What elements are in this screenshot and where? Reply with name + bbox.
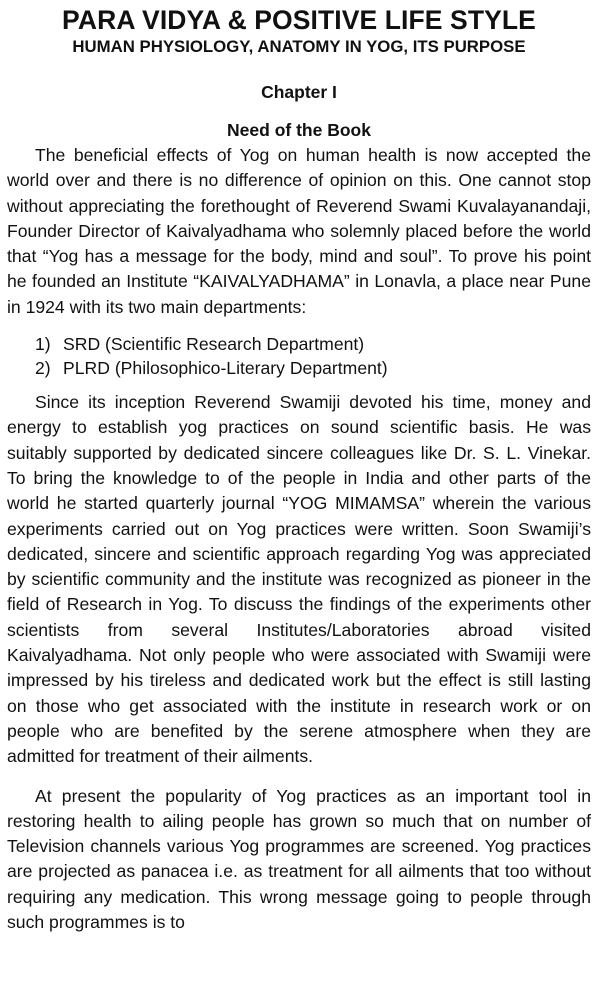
list-item-text: PLRD (Philosophico-Literary Department) bbox=[63, 358, 388, 379]
list-item bbox=[35, 356, 591, 380]
list-item-number: 2) bbox=[35, 358, 51, 379]
list-item-text: SRD (Scientific Research Department) bbox=[63, 334, 365, 355]
book-title: PARA VIDYA & POSITIVE LIFE STYLE bbox=[62, 5, 536, 35]
departments-list bbox=[7, 332, 591, 380]
chapter-label: Chapter I bbox=[261, 82, 337, 102]
body-paragraph: At present the popularity of Yog practices as an important tool in restoring health to ailing people has grown so much that on number of Television channels various Yog programmes are screened. Yog practices are projected as panacea i.e. as treatment for all ailments that too without requiring any medication. This wrong message going to people through such programmes is to bbox=[7, 785, 591, 933]
list-item bbox=[35, 332, 591, 356]
book-subtitle: HUMAN PHYSIOLOGY, ANATOMY IN YOG, ITS PURPOSE bbox=[72, 37, 526, 56]
body-paragraph: The beneficial effects of Yog on human health is now accepted the world over and there is no difference of opinion on this. One cannot stop without appreciating the forethought of Reverend Swami Kuvalayanandaji, Founder Director of Kaivalyadhama who solemnly placed before the world that “Yog has a message for the body, mind and soul”. To prove his point he founded an Institute “KAIVALYADHAMA” in Lonavla, a place near Pune in 1924 with its two main departments: bbox=[7, 145, 591, 317]
section-title: Need of the Book bbox=[227, 120, 371, 140]
list-item-number: 1) bbox=[35, 334, 51, 355]
body-paragraph: Since its inception Reverend Swamiji devoted his time, money and energy to establish yog practices on sound scientific basis. He was suitably supported by dedicated sincere colleagues like Dr. S. L. Vinekar. To bring the knowledge to of the people in India and other parts of the world he started quarterly journal “YOG MIMAMSA” wherein the various experiments carried out on Yog practices were written. Soon Swamiji’s dedicated, sincere and scientific approach regarding Yog was appreciated by scientific community and the institute was recognized as pioneer in the field of Research in Yog. To discuss the findings of the experiments other scientists from several Institutes/Laboratories abroad visited Kaivalyadhama. Not only people who were associated with Swamiji were impressed by his tireless and dedicated work but the effect is still lasting on those who get associated with the institute in research work or on people who are benefited by the serene atmosphere when they are admitted for treatment of their ailments. bbox=[7, 392, 591, 767]
